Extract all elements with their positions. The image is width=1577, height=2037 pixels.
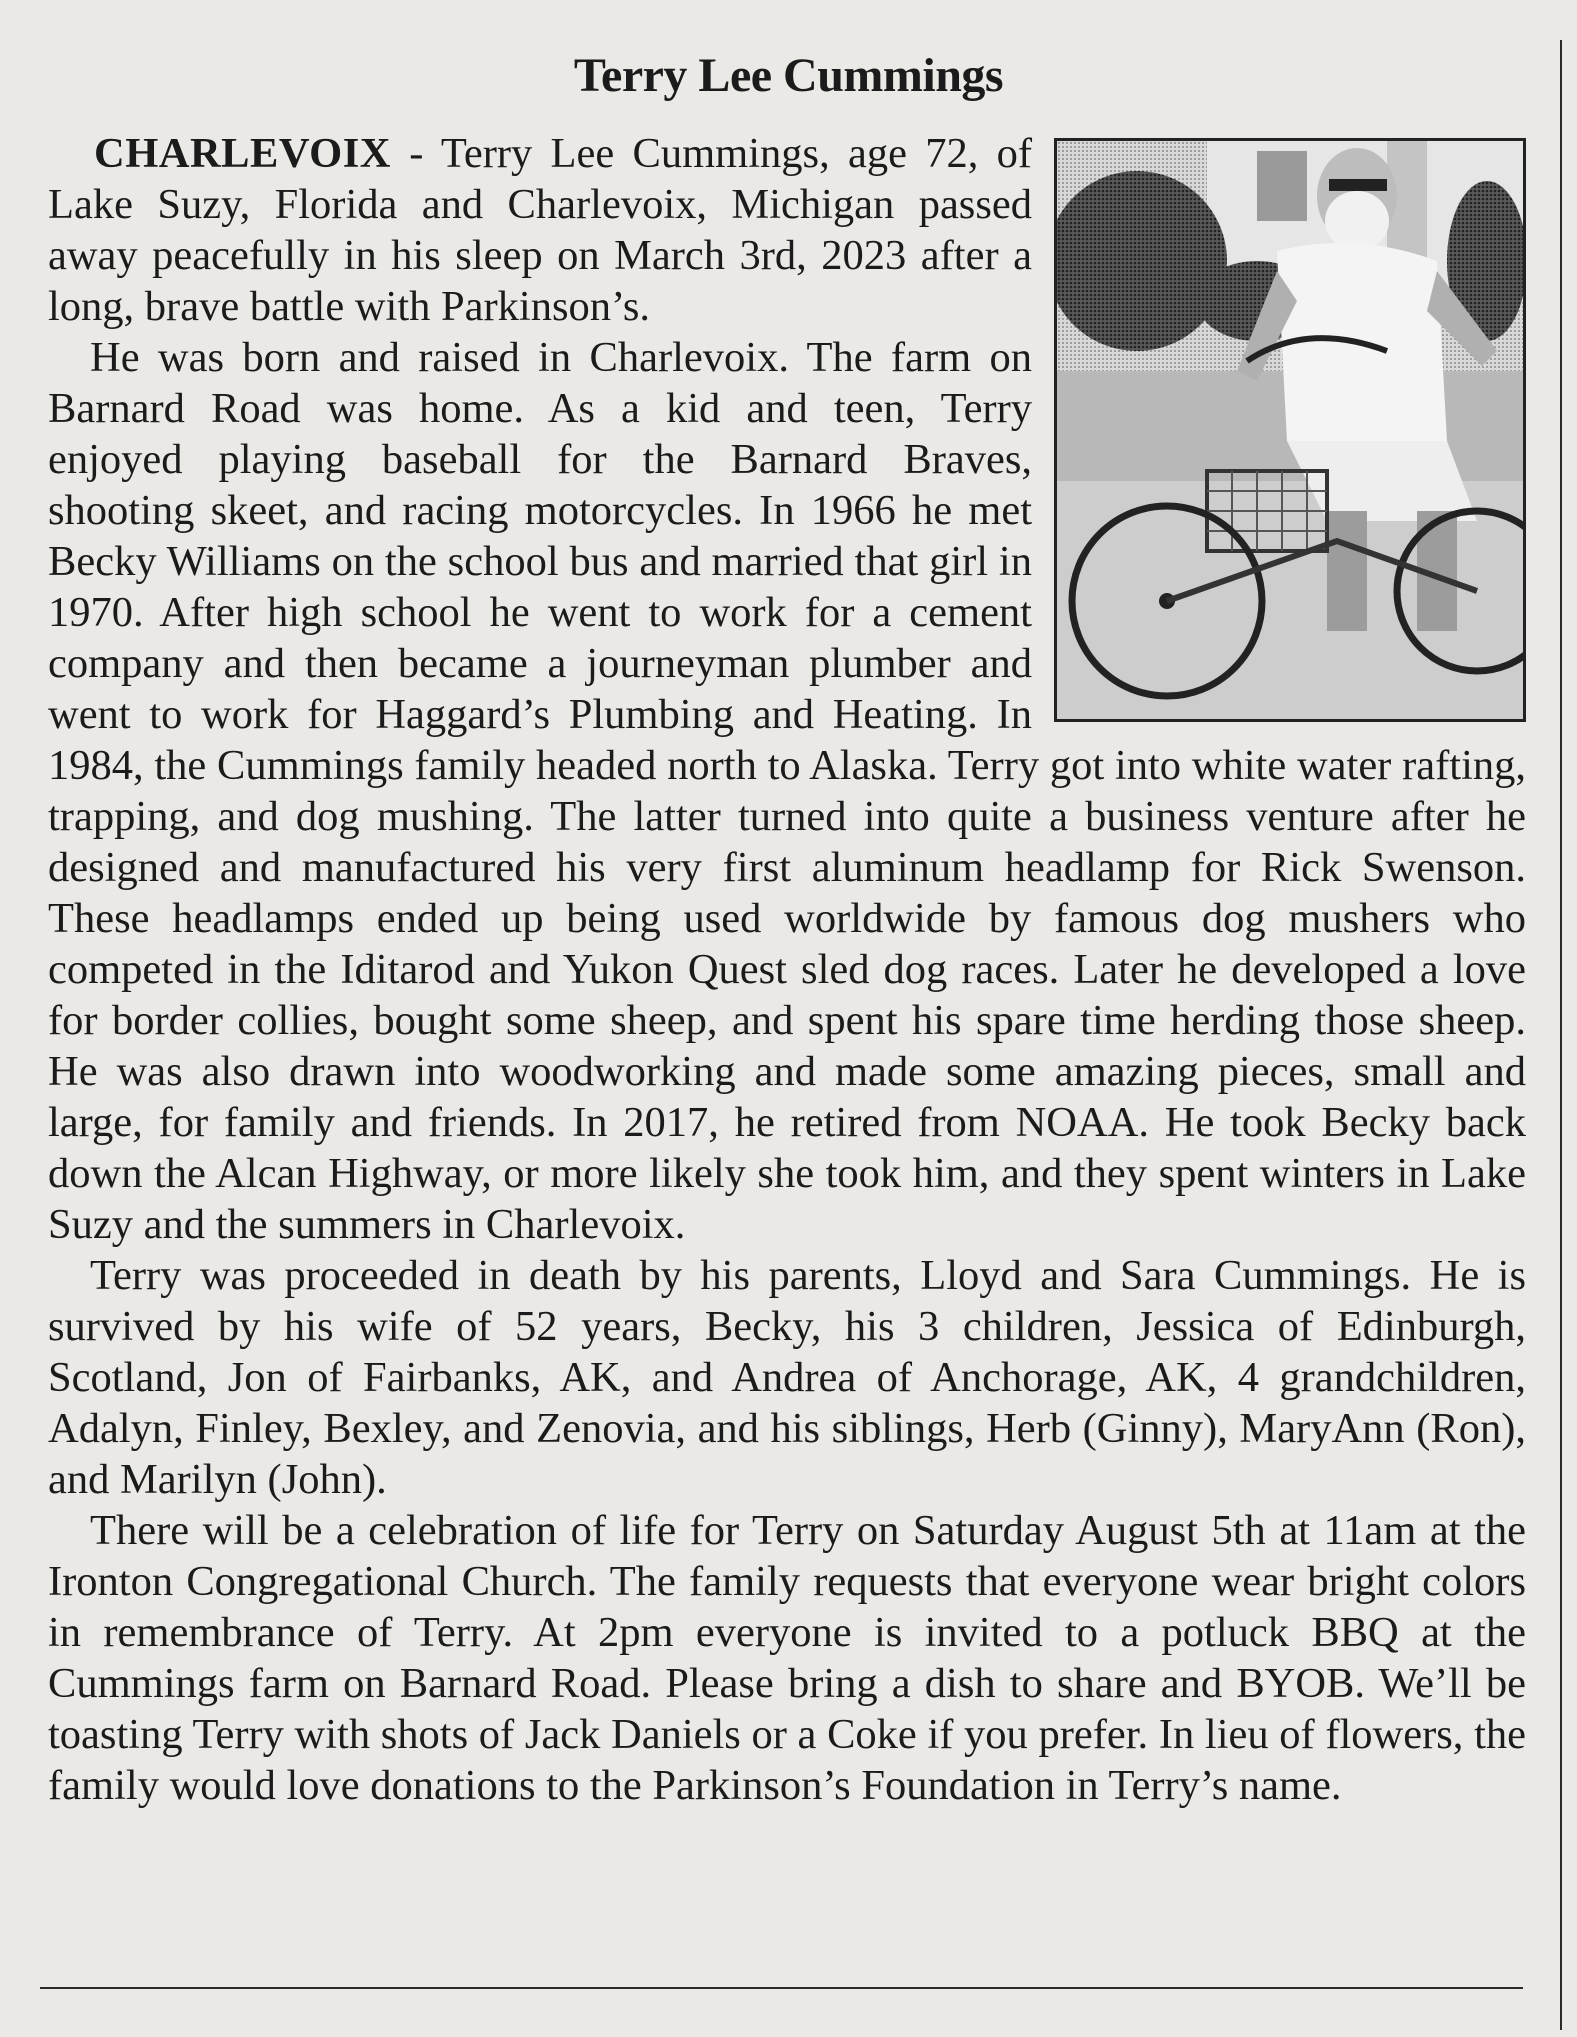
obituary-body bbox=[48, 128, 1526, 1811]
obituary-paragraph-4: There will be a celebration of life for Terry on Saturday August 5th at 11am at the Ironton Congregational Church. The family requests that everyone wear bright colors in remembrance of Terry. At 2pm everyone is invited to a potluck BBQ at the Cummings farm on Barnard Road. Please bring a dish to share and BYOB. We’ll be toasting Terry with shots of Jack Daniels or a Coke if you prefer. In lieu of flowers, the family would love donations to the Parkinson’s Foundation in Terry’s name. bbox=[48, 1507, 1526, 1809]
photo-man-on-tricycle-icon bbox=[1057, 141, 1523, 719]
obituary-title: Terry Lee Cummings bbox=[573, 49, 1004, 102]
portrait-photo bbox=[1054, 138, 1526, 722]
dateline: CHARLEVOIX bbox=[94, 130, 391, 177]
obituary-paragraph-2: He was born and raised in Charlevoix. The farm on Barnard Road was home. As a kid and teen, Terry enjoyed playing baseball for the Barnard Braves, shooting skeet, and racing motorcycles. In 1966 he met Becky Williams on the school bus and married that girl in 1970. After high school he went to work for a cement company and then became a journeyman plumber and went to work for Haggard’s Plumbing and Heating. In 1984, the Cummings family headed north to Alaska. Terry got into white water rafting, trapping, and dog mushing. The latter turned into quite a business venture after he designed and manufactured his very first aluminum headlamp for Rick Swenson. These headlamps ended up being used worldwide by famous dog mushers who competed in the Iditarod and Yukon Quest sled dog races. Later he developed a love for border collies, bought some sheep, and spent his spare time herding those sheep. He was also drawn into woodworking and made some amazing pieces, small and large, for family and friends. In 2017, he retired from NOAA. He took Becky back down the Alcan Highway, or more likely she took him, and they spent winters in Lake Suzy and the summers in Charlevoix. bbox=[48, 334, 1526, 1248]
bottom-divider bbox=[40, 1987, 1523, 1989]
column-divider bbox=[1560, 40, 1562, 2030]
obituary-paragraph-1-text: - Terry Lee Cummings, age 72, of Lake Suzy, Florida and Charlevoix, Michigan passed away peacefully in his sleep on March 3rd, 2023 after a long, brave battle with Parkinson’s. bbox=[48, 130, 1032, 330]
obituary-paragraph-3: Terry was proceeded in death by his parents, Lloyd and Sara Cummings. He is survived by his wife of 52 years, Becky, his 3 children, Jessica of Edinburgh, Scotland, Jon of Fairbanks, AK, and Andrea of Anchorage, AK, 4 grandchildren, Adalyn, Finley, Bexley, and Zenovia, and his siblings, Herb (Ginny), MaryAnn (Ron), and Marilyn (John). bbox=[48, 1252, 1526, 1503]
